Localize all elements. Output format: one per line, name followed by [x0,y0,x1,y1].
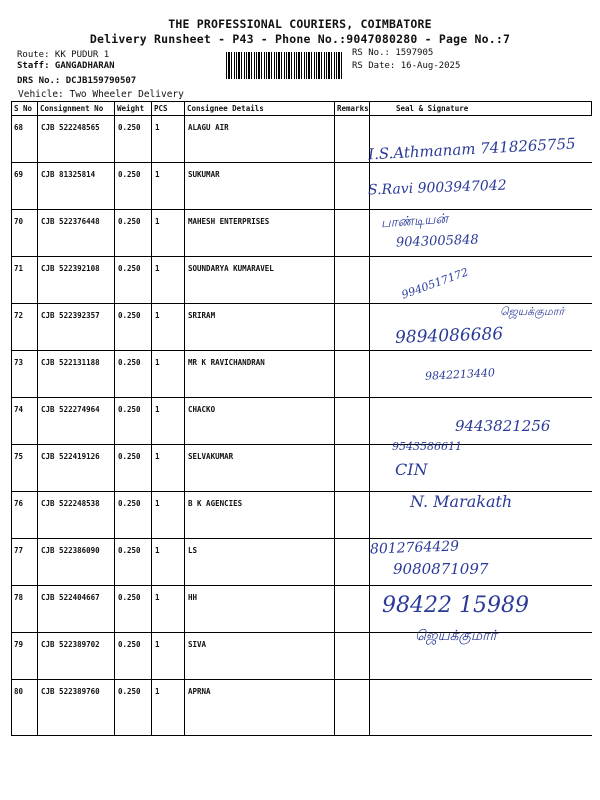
row-consignee: SELVAKUMAR [185,445,335,492]
row-consignment-no: CJB 522389760 [38,680,115,736]
row-pcs: 1 [152,304,185,351]
row-weight: 0.250 [115,492,152,539]
handwritten-note: 98422 15989 [382,593,529,618]
row-remarks [335,680,370,736]
col-consignee: Consignee Details [185,102,335,116]
table-row [12,680,592,736]
table-row [12,210,592,257]
row-pcs: 1 [152,633,185,680]
handwritten-note: I.S.Athmanam 7418265755 [367,134,576,164]
handwritten-note: 9443821256 [455,417,551,435]
col-pcs: PCS [152,102,185,116]
col-weight: Weight [115,102,152,116]
row-consignee: MAHESH ENTERPRISES [185,210,335,257]
row-pcs: 1 [152,539,185,586]
row-remarks [335,586,370,633]
row-sno: 78 [12,586,38,633]
handwritten-note: 9842213440 [424,366,496,383]
row-weight: 0.250 [115,633,152,680]
handwritten-note: ஜெயக்குமார் [415,628,497,644]
row-pcs: 1 [152,398,185,445]
row-pcs: 1 [152,351,185,398]
row-consignee: MR K RAVICHANDRAN [185,351,335,398]
row-consignee: APRNA [185,680,335,736]
drs-label: DRS No.: DCJB159790507 [17,76,137,86]
row-pcs: 1 [152,257,185,304]
row-consignment-no: CJB 522131188 [38,351,115,398]
row-weight: 0.250 [115,680,152,736]
row-consignment-no: CJB 522248538 [38,492,115,539]
row-consignment-no: CJB 522404667 [38,586,115,633]
handwritten-note: 9940517172 [399,265,471,302]
row-pcs: 1 [152,163,185,210]
row-remarks [335,633,370,680]
row-consignment-no: CJB 522392357 [38,304,115,351]
report-subtitle: Delivery Runsheet - P43 - Phone No.:9047080280 - Page No.:7 [89,32,511,46]
row-consignee: SRIRAM [185,304,335,351]
rs-info [352,48,460,72]
table-row [12,257,592,304]
row-consignee: B K AGENCIES [185,492,335,539]
handwritten-note: ஜெயக்குமார் [500,305,565,318]
row-pcs: 1 [152,116,185,163]
handwritten-note: CIN [395,460,428,479]
row-remarks [335,351,370,398]
row-weight: 0.250 [115,210,152,257]
row-consignment-no: CJB 81325814 [38,163,115,210]
row-sno: 69 [12,163,38,210]
row-sno: 74 [12,398,38,445]
row-consignment-no: CJB 522386090 [38,539,115,586]
row-remarks [335,257,370,304]
row-weight: 0.250 [115,163,152,210]
rs-number: RS No.: 1597905 [352,48,434,58]
handwritten-note: பாண்டியன் [380,211,449,232]
row-consignment-no: CJB 522274964 [38,398,115,445]
handwritten-note: 8012764429 [369,538,460,558]
rs-date: RS Date: 16-Aug-2025 [352,61,461,71]
row-weight: 0.250 [115,586,152,633]
row-consignee: LS [185,539,335,586]
row-remarks [335,210,370,257]
row-pcs: 1 [152,445,185,492]
row-remarks [335,539,370,586]
table-row [12,633,592,680]
handwritten-note: S.Ravi 9003947042 [367,177,507,199]
row-pcs: 1 [152,586,185,633]
handwritten-note: 9043005848 [395,232,479,251]
row-sno: 71 [12,257,38,304]
row-consignee: CHACKO [185,398,335,445]
row-sno: 80 [12,680,38,736]
row-sno: 79 [12,633,38,680]
row-consignment-no: CJB 522389702 [38,633,115,680]
row-consignment-no: CJB 522392108 [38,257,115,304]
row-remarks [335,116,370,163]
row-consignment-no: CJB 522376448 [38,210,115,257]
row-sno: 77 [12,539,38,586]
row-sno: 76 [12,492,38,539]
row-remarks [335,398,370,445]
handwritten-note: 9894086686 [394,324,504,348]
row-consignee: ALAGU AIR [185,116,335,163]
row-pcs: 1 [152,492,185,539]
vehicle-label: Vehicle: Two Wheeler Delivery [18,89,184,100]
row-sno: 70 [12,210,38,257]
row-pcs: 1 [152,680,185,736]
row-sno: 72 [12,304,38,351]
row-consignee: HH [185,586,335,633]
row-sno: 73 [12,351,38,398]
table-row [12,351,592,398]
report-title: THE PROFESSIONAL COURIERS, COIMBATORE [168,17,432,31]
row-weight: 0.250 [115,304,152,351]
row-weight: 0.250 [115,445,152,492]
route-info [17,50,136,87]
table-header-row [12,102,592,116]
route-label: Route: KK PUDUR 1 [17,50,110,60]
row-consignee: SIVA [185,633,335,680]
staff-label: Staff: GANGADHARAN [17,61,115,71]
row-sno: 68 [12,116,38,163]
row-remarks [335,445,370,492]
col-sno: S No [12,102,38,116]
table-row [12,539,592,586]
handwritten-note: 9080871097 [393,560,489,578]
row-remarks [335,163,370,210]
row-sno: 75 [12,445,38,492]
row-weight: 0.250 [115,116,152,163]
handwritten-note: N. Marakath [410,492,513,511]
barcode [226,52,344,79]
row-weight: 0.250 [115,398,152,445]
col-remarks: Remarks [335,102,370,116]
col-signature: Seal & Signature [370,102,592,116]
col-consignment: Consignment No [38,102,115,116]
table-row [12,445,592,492]
row-pcs: 1 [152,210,185,257]
row-consignee: SOUNDARYA KUMARAVEL [185,257,335,304]
row-consignment-no: CJB 522248565 [38,116,115,163]
row-remarks [335,492,370,539]
row-consignment-no: CJB 522419126 [38,445,115,492]
row-signature [370,680,592,736]
row-remarks [335,304,370,351]
row-weight: 0.250 [115,539,152,586]
handwritten-note: 9543586611 [392,440,462,453]
row-weight: 0.250 [115,257,152,304]
row-weight: 0.250 [115,351,152,398]
row-consignee: SUKUMAR [185,163,335,210]
